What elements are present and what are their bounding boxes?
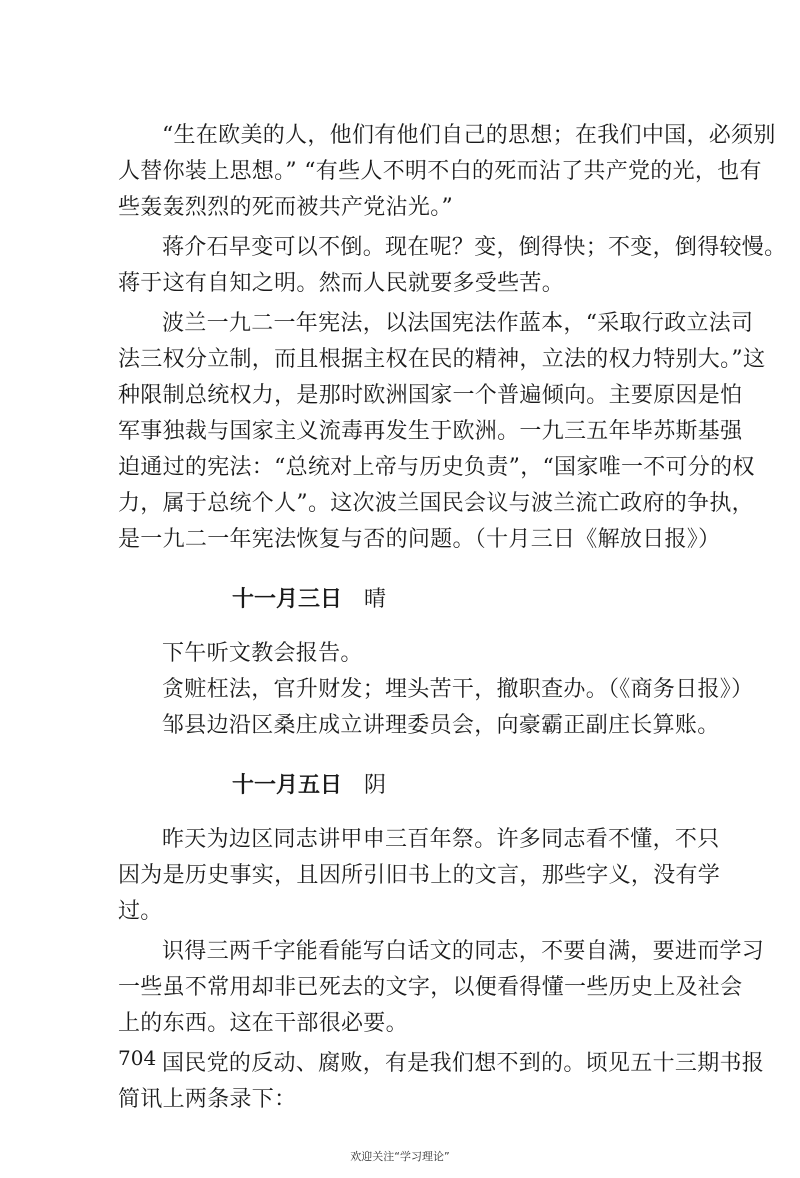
text-line: 迫通过的宪法：“总统对上帝与历史负责”，“国家唯一不可分的权 — [118, 455, 755, 480]
text-line: 过。 — [118, 899, 163, 924]
entry-date: 十一月五日 — [232, 773, 343, 798]
text-line: 种限制总统权力，是那时欧洲国家一个普遍倾向。主要原因是怕 — [118, 383, 743, 408]
text-line: 蒋介石早变可以不倒。现在呢？变，倒得快；不变，倒得较慢。 — [162, 235, 787, 260]
text-line: 贪赃枉法，官升财发；埋头苦干，撤职查办。（《商务日报》） — [162, 677, 754, 702]
text-line: 法三权分立制，而且根据主权在民的精神，立法的权力特别大。”这 — [118, 347, 766, 372]
paragraph-poland — [118, 306, 766, 558]
paragraph-quote — [118, 118, 776, 226]
text-line: 国民党的反动、腐败，有是我们想不到的。顷见五十三期书报 — [162, 1051, 765, 1076]
text-line: 蒋于这有自知之明。然而人民就要多受些苦。 — [118, 271, 565, 296]
page-number: 704 — [118, 1046, 157, 1070]
text-line: 简讯上两条录下： — [118, 1087, 297, 1112]
paragraph-literacy — [118, 934, 765, 1042]
footer-watermark: 欢迎关注“学习理论” — [350, 1150, 450, 1163]
diary-entry-heading — [118, 768, 688, 804]
entry-date: 十一月三日 — [232, 587, 343, 612]
page-content — [118, 118, 787, 1122]
text-line: 波兰一九二一年宪法，以法国宪法作蓝本，“采取行政立法司 — [162, 311, 754, 336]
text-line: 军事独裁与国家主义流毒再发生于欧洲。一九三五年毕苏斯基强 — [118, 419, 743, 444]
entry-weather: 晴 — [364, 587, 387, 612]
text-line: 些轰轰烈烈的死而被共产党沾光。” — [118, 195, 454, 220]
paragraph-lecture — [118, 822, 721, 930]
text-line: 邹县边沿区桑庄成立讲理委员会，向豪霸正副庄长算账。 — [162, 713, 720, 738]
text-line: 力，属于总统个人”。这次波兰国民会议与波兰流亡政府的争执， — [118, 491, 754, 516]
text-line: “生在欧美的人，他们有他们自己的思想；在我们中国，必须别 — [162, 123, 776, 148]
paragraph-chiang — [118, 230, 787, 302]
text-line: 因为是历史事实，且因所引旧书上的文言，那些字义，没有学 — [118, 863, 721, 888]
paragraph-kmt — [118, 1046, 765, 1118]
text-line: 一些虽不常用却非已死去的文字，以便看得懂一些历史上及社会 — [118, 975, 743, 1000]
entry-nov3-body — [118, 636, 754, 744]
text-line: 上的东西。这在干部很必要。 — [118, 1011, 408, 1036]
diary-entry-heading — [118, 582, 688, 618]
text-line: 昨天为边区同志讲甲申三百年祭。许多同志看不懂，不只 — [162, 827, 720, 852]
text-line: 下午听文教会报告。 — [162, 641, 363, 666]
text-line: 人替你装上思想。” “有些人不明不白的死而沾了共产党的光，也有 — [118, 159, 762, 184]
text-line: 是一九二一年宪法恢复与否的问题。（十月三日《解放日报》） — [118, 527, 721, 552]
text-line: 识得三两千字能看能写白话文的同志，不要自满，要进而学习 — [162, 939, 765, 964]
entry-weather: 阴 — [364, 773, 387, 798]
